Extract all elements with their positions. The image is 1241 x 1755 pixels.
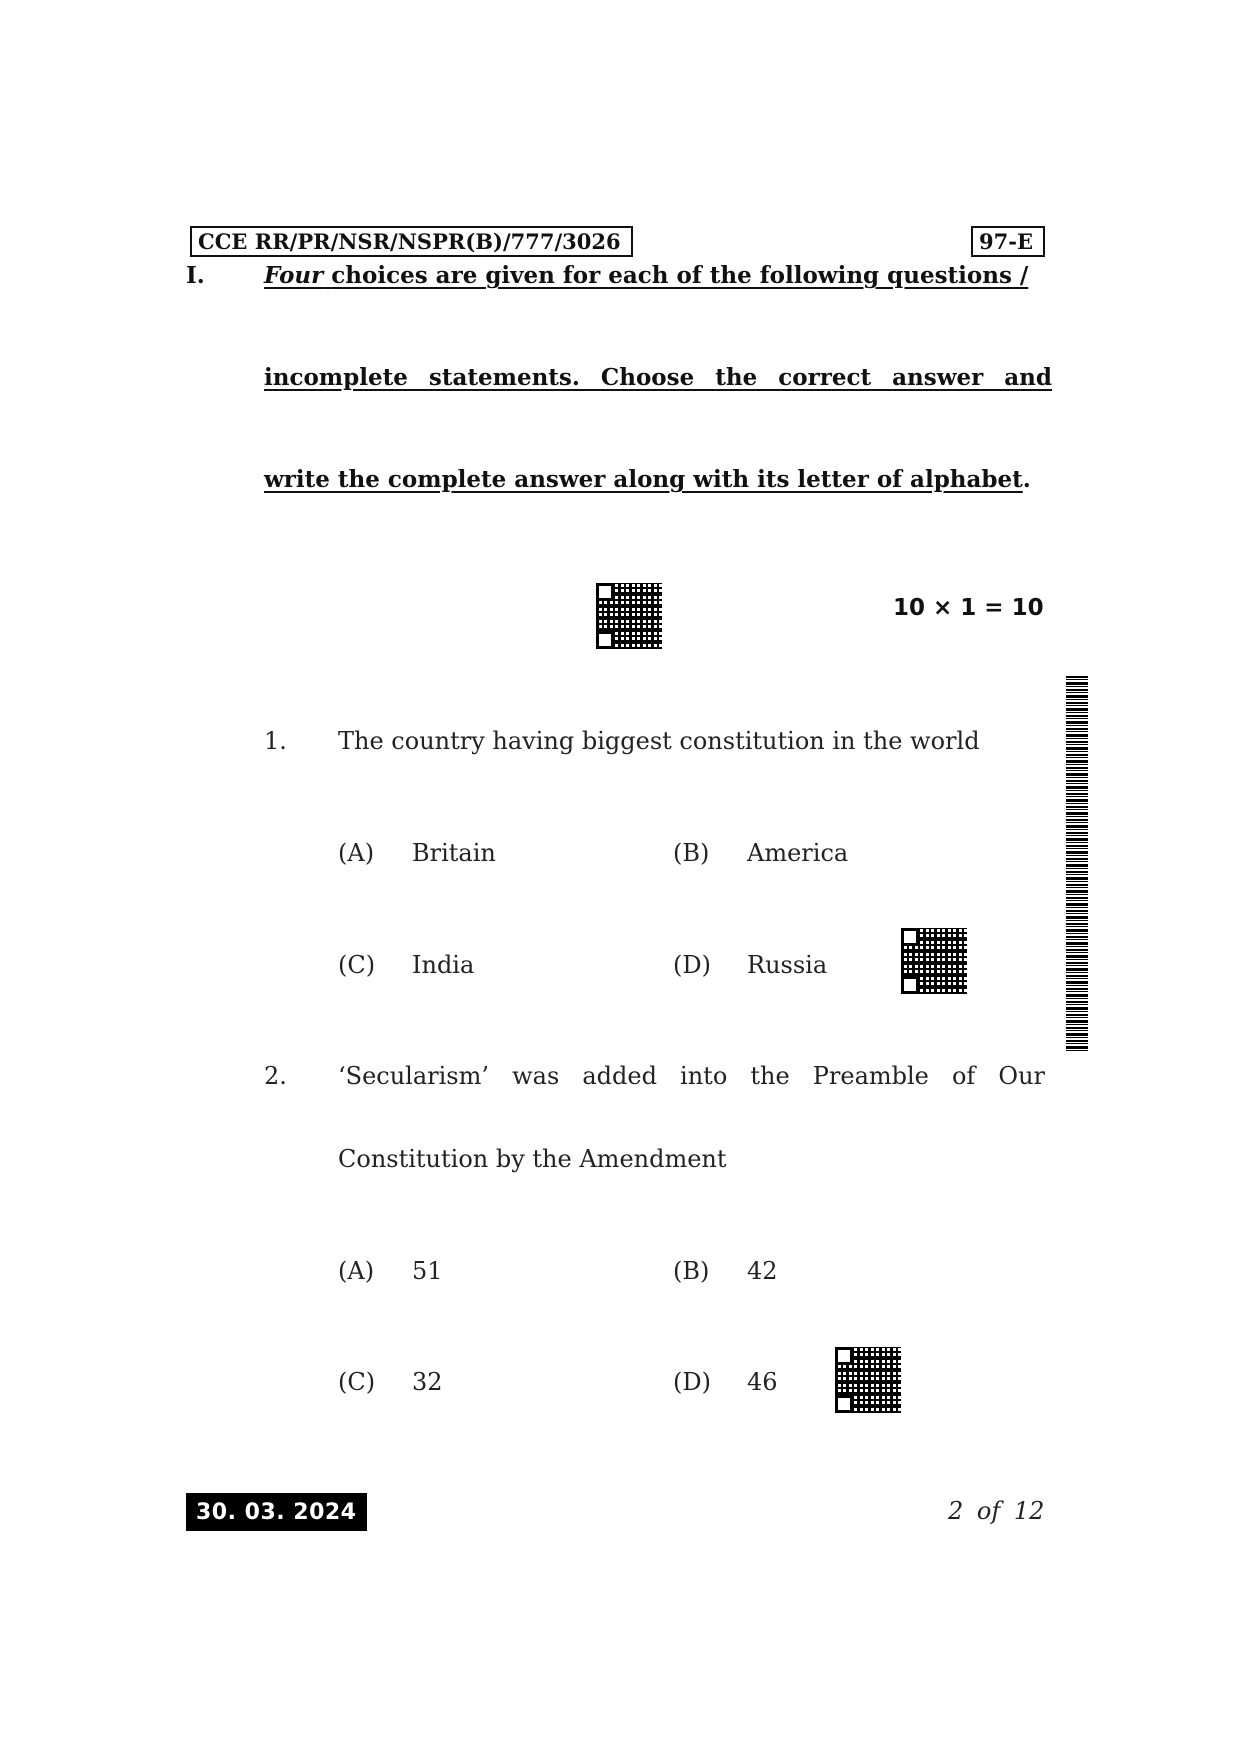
- qr-code-icon: [835, 1347, 901, 1413]
- option-letter: (B): [673, 839, 710, 867]
- paper-code: CCE RR/PR/NSR/NSPR(B)/777/3026: [190, 226, 633, 257]
- option-letter: (D): [673, 1368, 711, 1396]
- instruction-text-3: write the complete answer along with its letter of alphabet: [264, 466, 1023, 493]
- instruction-period: .: [1022, 466, 1031, 493]
- question-text: The country having biggest constitution in the world: [338, 727, 980, 755]
- instruction-text-2: incomplete statements. Choose the correct answer and: [264, 364, 1052, 391]
- option-text: 32: [412, 1368, 443, 1396]
- paper-number: 97-E: [971, 226, 1045, 257]
- question-text: ‘Secularism’ was added into the Preamble of Our: [338, 1062, 1045, 1090]
- instruction-text-1: choices are given for each of the following questions /: [331, 262, 1029, 289]
- option-text: 46: [747, 1368, 778, 1396]
- option-letter: (C): [338, 951, 376, 979]
- option-text: Britain: [412, 839, 496, 867]
- option-letter: (A): [338, 1257, 375, 1285]
- option-letter: (C): [338, 1368, 376, 1396]
- option-letter: (B): [673, 1257, 710, 1285]
- barcode-icon: [1066, 676, 1088, 1052]
- instruction-line-1: [264, 261, 1052, 291]
- option-text: 42: [747, 1257, 778, 1285]
- option-text: 51: [412, 1257, 443, 1285]
- qr-code-icon: [596, 583, 662, 649]
- option-text: Russia: [747, 951, 828, 979]
- page-number: 2 of 12: [948, 1497, 1045, 1525]
- option-letter: (D): [673, 951, 711, 979]
- marks-allocation: 10 × 1 = 10: [893, 595, 1044, 621]
- question-number: 2.: [264, 1062, 287, 1090]
- instruction-line-3: [264, 465, 1052, 495]
- qr-code-icon: [901, 928, 967, 994]
- instruction-line-2: [264, 363, 1052, 393]
- exam-date-badge: 30. 03. 2024: [186, 1493, 367, 1531]
- option-text: India: [412, 951, 475, 979]
- instruction-emphasis: Four: [264, 262, 324, 289]
- section-number: I.: [186, 262, 205, 289]
- question-number: 1.: [264, 727, 287, 755]
- option-letter: (A): [338, 839, 375, 867]
- option-text: America: [747, 839, 849, 867]
- question-text-continued: Constitution by the Amendment: [338, 1145, 727, 1173]
